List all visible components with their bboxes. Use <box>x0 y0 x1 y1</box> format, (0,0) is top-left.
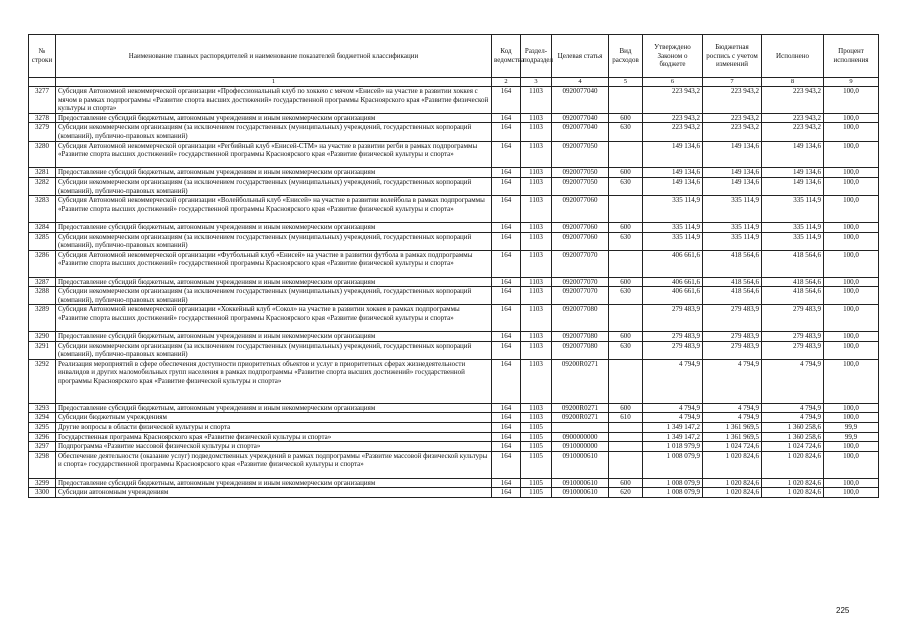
target-article-cell: 0920077060 <box>552 196 609 223</box>
expense-type-cell <box>609 141 643 168</box>
target-article-cell: 0920077060 <box>552 232 609 250</box>
name-cell: Субсидии некоммерческим организациям (за исключением государственных (муниципальных) учреждений, государственных корпораций (компаний), публично-правовых компаний) <box>56 341 492 359</box>
table-row <box>29 488 879 498</box>
name-cell: Предоставление субсидий бюджетным, автономным учреждениям и иным некоммерческим организациям <box>56 222 492 232</box>
table-row <box>29 250 879 277</box>
row-number-cell: 3282 <box>29 177 56 195</box>
row-number-cell: 3294 <box>29 413 56 423</box>
table-row <box>29 177 879 195</box>
department-code-cell: 164 <box>492 423 521 433</box>
row-number-cell: 3277 <box>29 87 56 114</box>
target-article-cell: 0920077080 <box>552 332 609 342</box>
approved-cell: 1 008 079,9 <box>643 451 703 478</box>
section-cell: 1103 <box>521 277 552 287</box>
section-cell: 1103 <box>521 177 552 195</box>
name-cell: Предоставление субсидий бюджетным, автономным учреждениям и иным некоммерческим организациям <box>56 168 492 178</box>
percent-cell: 100,0 <box>824 177 879 195</box>
executed-cell: 335 114,9 <box>762 222 824 232</box>
header-executed: Исполнено <box>762 35 824 78</box>
table-row <box>29 287 879 305</box>
budget-schedule-cell: 279 483,9 <box>703 341 762 359</box>
target-article-cell: 0920077060 <box>552 222 609 232</box>
executed-cell: 279 483,9 <box>762 332 824 342</box>
table-row <box>29 403 879 413</box>
expense-type-cell <box>609 305 643 332</box>
target-article-cell: 0910000610 <box>552 451 609 478</box>
colnum-cell: 1 <box>56 78 492 87</box>
section-cell: 1103 <box>521 250 552 277</box>
department-code-cell: 164 <box>492 413 521 423</box>
header-section: Раздел-подраздел <box>521 35 552 78</box>
target-article-cell: 0920077070 <box>552 287 609 305</box>
section-cell: 1103 <box>521 87 552 114</box>
header-row-number: № строки <box>29 35 56 78</box>
budget-schedule-cell: 1 024 724,6 <box>703 442 762 452</box>
colnum-cell: 2 <box>492 78 521 87</box>
budget-schedule-cell: 1 020 824,6 <box>703 488 762 498</box>
budget-schedule-cell: 335 114,9 <box>703 196 762 223</box>
section-cell: 1103 <box>521 305 552 332</box>
target-article-cell: 09200R0271 <box>552 413 609 423</box>
budget-schedule-cell: 1 361 969,5 <box>703 423 762 433</box>
name-cell: Субсидия Автономной некоммерческой организации «Футбольный клуб «Енисей» на участие в развитии футбола в рамках подпрограммы «Развитие спорта высших достижений» государственной программы Красноярского края «Развитие физической культуры и спорта» <box>56 250 492 277</box>
table-row <box>29 141 879 168</box>
section-cell: 1103 <box>521 168 552 178</box>
table-row <box>29 413 879 423</box>
expense-type-cell: 600 <box>609 277 643 287</box>
expense-type-cell: 630 <box>609 177 643 195</box>
department-code-cell: 164 <box>492 123 521 141</box>
section-cell: 1103 <box>521 196 552 223</box>
table-row <box>29 423 879 433</box>
approved-cell: 335 114,9 <box>643 196 703 223</box>
approved-cell: 149 134,6 <box>643 141 703 168</box>
executed-cell: 149 134,6 <box>762 168 824 178</box>
executed-cell: 335 114,9 <box>762 196 824 223</box>
approved-cell: 1 008 079,9 <box>643 488 703 498</box>
department-code-cell: 164 <box>492 478 521 488</box>
expense-type-cell <box>609 87 643 114</box>
expense-type-cell <box>609 442 643 452</box>
name-cell: Субсидии некоммерческим организациям (за исключением государственных (муниципальных) учреждений, государственных корпораций (компаний), публично-правовых компаний) <box>56 232 492 250</box>
approved-cell: 335 114,9 <box>643 232 703 250</box>
approved-cell: 4 794,9 <box>643 413 703 423</box>
approved-cell: 149 134,6 <box>643 168 703 178</box>
percent-cell: 100,0 <box>824 305 879 332</box>
target-article-cell <box>552 423 609 433</box>
expense-type-cell <box>609 451 643 478</box>
budget-table <box>28 34 879 498</box>
percent-cell: 100,0 <box>824 442 879 452</box>
percent-cell: 100,0 <box>824 488 879 498</box>
approved-cell: 223 943,2 <box>643 113 703 123</box>
section-cell: 1103 <box>521 123 552 141</box>
expense-type-cell <box>609 196 643 223</box>
table-row <box>29 87 879 114</box>
percent-cell: 100,0 <box>824 287 879 305</box>
row-number-cell: 3285 <box>29 232 56 250</box>
section-cell: 1103 <box>521 287 552 305</box>
table-header <box>29 35 879 87</box>
expense-type-cell: 600 <box>609 403 643 413</box>
department-code-cell: 164 <box>492 403 521 413</box>
budget-schedule-cell: 1 361 969,5 <box>703 432 762 442</box>
department-code-cell: 164 <box>492 287 521 305</box>
colnum-cell <box>29 78 56 87</box>
table-row <box>29 113 879 123</box>
header-name: Наименование главных распорядителей и наименование показателей бюджетной классификации <box>56 35 492 78</box>
budget-schedule-cell: 4 794,9 <box>703 413 762 423</box>
executed-cell: 279 483,9 <box>762 305 824 332</box>
row-number-cell: 3289 <box>29 305 56 332</box>
section-cell: 1105 <box>521 451 552 478</box>
table-row <box>29 442 879 452</box>
budget-schedule-cell: 223 943,2 <box>703 87 762 114</box>
executed-cell: 4 794,9 <box>762 403 824 413</box>
row-number-cell: 3281 <box>29 168 56 178</box>
column-number-row <box>29 78 879 87</box>
target-article-cell: 0920077050 <box>552 141 609 168</box>
section-cell: 1103 <box>521 113 552 123</box>
percent-cell: 100,0 <box>824 196 879 223</box>
page-number: 225 <box>836 606 850 615</box>
table-row <box>29 451 879 478</box>
colnum-cell: 3 <box>521 78 552 87</box>
name-cell: Государственная программа Красноярского края «Развитие физической культуры и спорта» <box>56 432 492 442</box>
row-number-cell: 3278 <box>29 113 56 123</box>
expense-type-cell: 600 <box>609 478 643 488</box>
executed-cell: 4 794,9 <box>762 359 824 403</box>
name-cell: Предоставление субсидий бюджетным, автономным учреждениям и иным некоммерческим организациям <box>56 277 492 287</box>
section-cell: 1105 <box>521 442 552 452</box>
section-cell: 1105 <box>521 423 552 433</box>
approved-cell: 1 349 147,2 <box>643 432 703 442</box>
department-code-cell: 164 <box>492 177 521 195</box>
budget-schedule-cell: 149 134,6 <box>703 168 762 178</box>
budget-schedule-cell: 4 794,9 <box>703 403 762 413</box>
percent-cell: 100,0 <box>824 232 879 250</box>
section-cell: 1103 <box>521 359 552 403</box>
row-number-cell: 3286 <box>29 250 56 277</box>
percent-cell: 100,0 <box>824 403 879 413</box>
header-department-code: Код ведомства <box>492 35 521 78</box>
section-cell: 1103 <box>521 403 552 413</box>
approved-cell: 4 794,9 <box>643 403 703 413</box>
executed-cell: 418 564,6 <box>762 287 824 305</box>
expense-type-cell <box>609 250 643 277</box>
section-cell: 1105 <box>521 488 552 498</box>
section-cell: 1105 <box>521 478 552 488</box>
department-code-cell: 164 <box>492 196 521 223</box>
percent-cell: 100,0 <box>824 250 879 277</box>
section-cell: 1103 <box>521 413 552 423</box>
table-row <box>29 277 879 287</box>
approved-cell: 406 661,6 <box>643 250 703 277</box>
expense-type-cell: 630 <box>609 232 643 250</box>
header-target-article: Целевая статья <box>552 35 609 78</box>
target-article-cell: 09200R0271 <box>552 359 609 403</box>
budget-schedule-cell: 1 020 824,6 <box>703 478 762 488</box>
target-article-cell: 0920077040 <box>552 123 609 141</box>
name-cell: Субсидии некоммерческим организациям (за исключением государственных (муниципальных) учреждений, государственных корпораций (компаний), публично-правовых компаний) <box>56 177 492 195</box>
approved-cell: 279 483,9 <box>643 341 703 359</box>
department-code-cell: 164 <box>492 332 521 342</box>
department-code-cell: 164 <box>492 232 521 250</box>
row-number-cell: 3299 <box>29 478 56 488</box>
name-cell: Предоставление субсидий бюджетным, автономным учреждениям и иным некоммерческим организациям <box>56 113 492 123</box>
executed-cell: 1 360 258,6 <box>762 423 824 433</box>
budget-schedule-cell: 418 564,6 <box>703 277 762 287</box>
name-cell: Предоставление субсидий бюджетным, автономным учреждениям и иным некоммерческим организациям <box>56 403 492 413</box>
row-number-cell: 3288 <box>29 287 56 305</box>
target-article-cell: 0920077080 <box>552 305 609 332</box>
row-number-cell: 3295 <box>29 423 56 433</box>
budget-schedule-cell: 418 564,6 <box>703 250 762 277</box>
colnum-cell: 5 <box>609 78 643 87</box>
percent-cell: 100,0 <box>824 332 879 342</box>
approved-cell: 223 943,2 <box>643 123 703 141</box>
table-row <box>29 341 879 359</box>
expense-type-cell: 620 <box>609 488 643 498</box>
row-number-cell: 3290 <box>29 332 56 342</box>
executed-cell: 1 020 824,6 <box>762 451 824 478</box>
percent-cell: 100,0 <box>824 168 879 178</box>
name-cell: Предоставление субсидий бюджетным, автономным учреждениям и иным некоммерческим организациям <box>56 332 492 342</box>
name-cell: Подпрограмма «Развитие массовой физической культуры и спорта» <box>56 442 492 452</box>
percent-cell: 99,9 <box>824 432 879 442</box>
target-article-cell: 0920077050 <box>552 177 609 195</box>
percent-cell: 100,0 <box>824 222 879 232</box>
department-code-cell: 164 <box>492 141 521 168</box>
percent-cell: 100,0 <box>824 478 879 488</box>
executed-cell: 1 024 724,6 <box>762 442 824 452</box>
department-code-cell: 164 <box>492 442 521 452</box>
section-cell: 1103 <box>521 222 552 232</box>
expense-type-cell: 630 <box>609 341 643 359</box>
approved-cell: 1 349 147,2 <box>643 423 703 433</box>
table-row <box>29 359 879 403</box>
approved-cell: 223 943,2 <box>643 87 703 114</box>
approved-cell: 406 661,6 <box>643 287 703 305</box>
department-code-cell: 164 <box>492 277 521 287</box>
executed-cell: 1 360 258,6 <box>762 432 824 442</box>
budget-schedule-cell: 335 114,9 <box>703 222 762 232</box>
name-cell: Субсидии автономным учреждениям <box>56 488 492 498</box>
target-article-cell: 0920077040 <box>552 113 609 123</box>
executed-cell: 223 943,2 <box>762 113 824 123</box>
executed-cell: 1 020 824,6 <box>762 478 824 488</box>
expense-type-cell: 600 <box>609 332 643 342</box>
budget-schedule-cell: 335 114,9 <box>703 232 762 250</box>
approved-cell: 335 114,9 <box>643 222 703 232</box>
expense-type-cell: 600 <box>609 222 643 232</box>
percent-cell: 100,0 <box>824 451 879 478</box>
expense-type-cell <box>609 423 643 433</box>
department-code-cell: 164 <box>492 451 521 478</box>
target-article-cell: 09200R0271 <box>552 403 609 413</box>
percent-cell: 100,0 <box>824 113 879 123</box>
row-number-cell: 3283 <box>29 196 56 223</box>
section-cell: 1105 <box>521 432 552 442</box>
department-code-cell: 164 <box>492 113 521 123</box>
executed-cell: 4 794,9 <box>762 413 824 423</box>
name-cell: Субсидия Автономной некоммерческой организации «Регбийный клуб «Енисей-СТМ» на участие в развитии регби в рамках подпрограммы «Развитие спорта высших достижений» государственной программы Красноярского края «Развитие физической культуры и спорта» <box>56 141 492 168</box>
name-cell: Субсидия Автономной некоммерческой организации «Хоккейный клуб «Сокол» на участие в развитии хоккея в рамках подпрограммы «Развитие спорта высших достижений» государственной программы Красноярского края «Развитие физической культуры и спорта» <box>56 305 492 332</box>
colnum-cell: 6 <box>643 78 703 87</box>
executed-cell: 1 020 824,6 <box>762 488 824 498</box>
table-row <box>29 432 879 442</box>
header-expense-type: Вид расходов <box>609 35 643 78</box>
row-number-cell: 3291 <box>29 341 56 359</box>
department-code-cell: 164 <box>492 359 521 403</box>
name-cell: Субсидии некоммерческим организациям (за исключением государственных (муниципальных) учреждений, государственных корпораций (компаний), публично-правовых компаний) <box>56 123 492 141</box>
name-cell: Субсидия Автономной некоммерческой организации «Волейбольный клуб «Енисей» на участие в развитии волейбола в рамках подпрограммы «Развитие спорта высших достижений» государственной программы Красноярского края «Развитие физической культуры и спорта» <box>56 196 492 223</box>
percent-cell: 100,0 <box>824 87 879 114</box>
expense-type-cell <box>609 432 643 442</box>
name-cell: Реализация мероприятий в сфере обеспечения доступности приоритетных объектов и услуг в приоритетных сферах жизнедеятельности инвалидов и других маломобильных групп населения в рамках подпрограммы «Развитие спорта высших достижений» государственной программы Красноярского края «Развитие физической культуры и спорта» <box>56 359 492 403</box>
expense-type-cell: 610 <box>609 413 643 423</box>
executed-cell: 335 114,9 <box>762 232 824 250</box>
expense-type-cell: 630 <box>609 123 643 141</box>
table-row <box>29 332 879 342</box>
approved-cell: 149 134,6 <box>643 177 703 195</box>
approved-cell: 279 483,9 <box>643 305 703 332</box>
executed-cell: 279 483,9 <box>762 341 824 359</box>
table-body <box>29 87 879 498</box>
percent-cell: 100,0 <box>824 141 879 168</box>
table-row <box>29 222 879 232</box>
colnum-cell: 9 <box>824 78 879 87</box>
department-code-cell: 164 <box>492 168 521 178</box>
name-cell: Субсидии бюджетным учреждениям <box>56 413 492 423</box>
expense-type-cell: 600 <box>609 168 643 178</box>
name-cell: Другие вопросы в области физической культуры и спорта <box>56 423 492 433</box>
budget-schedule-cell: 4 794,9 <box>703 359 762 403</box>
executed-cell: 223 943,2 <box>762 87 824 114</box>
approved-cell: 406 661,6 <box>643 277 703 287</box>
table-row <box>29 123 879 141</box>
budget-schedule-cell: 279 483,9 <box>703 305 762 332</box>
target-article-cell: 0910000610 <box>552 478 609 488</box>
department-code-cell: 164 <box>492 222 521 232</box>
approved-cell: 279 483,9 <box>643 332 703 342</box>
section-cell: 1103 <box>521 341 552 359</box>
budget-schedule-cell: 1 020 824,6 <box>703 451 762 478</box>
department-code-cell: 164 <box>492 305 521 332</box>
department-code-cell: 164 <box>492 432 521 442</box>
row-number-cell: 3280 <box>29 141 56 168</box>
table-row <box>29 305 879 332</box>
percent-cell: 99,9 <box>824 423 879 433</box>
target-article-cell: 0920077050 <box>552 168 609 178</box>
approved-cell: 1 008 079,9 <box>643 478 703 488</box>
department-code-cell: 164 <box>492 250 521 277</box>
expense-type-cell: 630 <box>609 287 643 305</box>
executed-cell: 149 134,6 <box>762 177 824 195</box>
percent-cell: 100,0 <box>824 277 879 287</box>
budget-schedule-cell: 223 943,2 <box>703 123 762 141</box>
header-percent: Процент исполнения <box>824 35 879 78</box>
target-article-cell: 0900000000 <box>552 432 609 442</box>
table-row <box>29 232 879 250</box>
target-article-cell: 0910000000 <box>552 442 609 452</box>
department-code-cell: 164 <box>492 488 521 498</box>
department-code-cell: 164 <box>492 87 521 114</box>
table-row <box>29 478 879 488</box>
header-budget-schedule: Бюджетная роспись с учетом изменений <box>703 35 762 78</box>
expense-type-cell <box>609 359 643 403</box>
colnum-cell: 4 <box>552 78 609 87</box>
row-number-cell: 3300 <box>29 488 56 498</box>
section-cell: 1103 <box>521 332 552 342</box>
executed-cell: 418 564,6 <box>762 250 824 277</box>
executed-cell: 223 943,2 <box>762 123 824 141</box>
row-number-cell: 3293 <box>29 403 56 413</box>
expense-type-cell: 600 <box>609 113 643 123</box>
header-approved: Утверждено Законом о бюджете <box>643 35 703 78</box>
percent-cell: 100,0 <box>824 413 879 423</box>
row-number-cell: 3284 <box>29 222 56 232</box>
budget-schedule-cell: 149 134,6 <box>703 177 762 195</box>
department-code-cell: 164 <box>492 341 521 359</box>
target-article-cell: 0920077040 <box>552 87 609 114</box>
colnum-cell: 7 <box>703 78 762 87</box>
name-cell: Субсидии некоммерческим организациям (за исключением государственных (муниципальных) учреждений, государственных корпораций (компаний), публично-правовых компаний) <box>56 287 492 305</box>
budget-schedule-cell: 223 943,2 <box>703 113 762 123</box>
row-number-cell: 3279 <box>29 123 56 141</box>
row-number-cell: 3298 <box>29 451 56 478</box>
percent-cell: 100,0 <box>824 359 879 403</box>
percent-cell: 100,0 <box>824 341 879 359</box>
section-cell: 1103 <box>521 141 552 168</box>
executed-cell: 149 134,6 <box>762 141 824 168</box>
table-row <box>29 196 879 223</box>
budget-schedule-cell: 149 134,6 <box>703 141 762 168</box>
target-article-cell: 0910000610 <box>552 488 609 498</box>
budget-schedule-cell: 279 483,9 <box>703 332 762 342</box>
row-number-cell: 3296 <box>29 432 56 442</box>
row-number-cell: 3297 <box>29 442 56 452</box>
section-cell: 1103 <box>521 232 552 250</box>
percent-cell: 100,0 <box>824 123 879 141</box>
executed-cell: 418 564,6 <box>762 277 824 287</box>
target-article-cell: 0920077070 <box>552 250 609 277</box>
target-article-cell: 0920077080 <box>552 341 609 359</box>
target-article-cell: 0920077070 <box>552 277 609 287</box>
colnum-cell: 8 <box>762 78 824 87</box>
name-cell: Субсидия Автономной некоммерческой организации «Профессиональный клуб по хоккею с мячом «Енисей» на участие в развитии хоккея с мячом в рамках подпрограммы «Развитие спорта высших достижений» государственной программы Красноярского края «Развитие физической культуры и спорта» <box>56 87 492 114</box>
table-row <box>29 168 879 178</box>
row-number-cell: 3287 <box>29 277 56 287</box>
name-cell: Обеспечение деятельности (оказание услуг) подведомственных учреждений в рамках подпрограммы «Развитие массовой физической культуры и спорта» государственной программы Красноярского края «Развитие физической культуры и спорта» <box>56 451 492 478</box>
budget-schedule-cell: 418 564,6 <box>703 287 762 305</box>
approved-cell: 1 018 979,9 <box>643 442 703 452</box>
approved-cell: 4 794,9 <box>643 359 703 403</box>
row-number-cell: 3292 <box>29 359 56 403</box>
name-cell: Предоставление субсидий бюджетным, автономным учреждениям и иным некоммерческим организациям <box>56 478 492 488</box>
